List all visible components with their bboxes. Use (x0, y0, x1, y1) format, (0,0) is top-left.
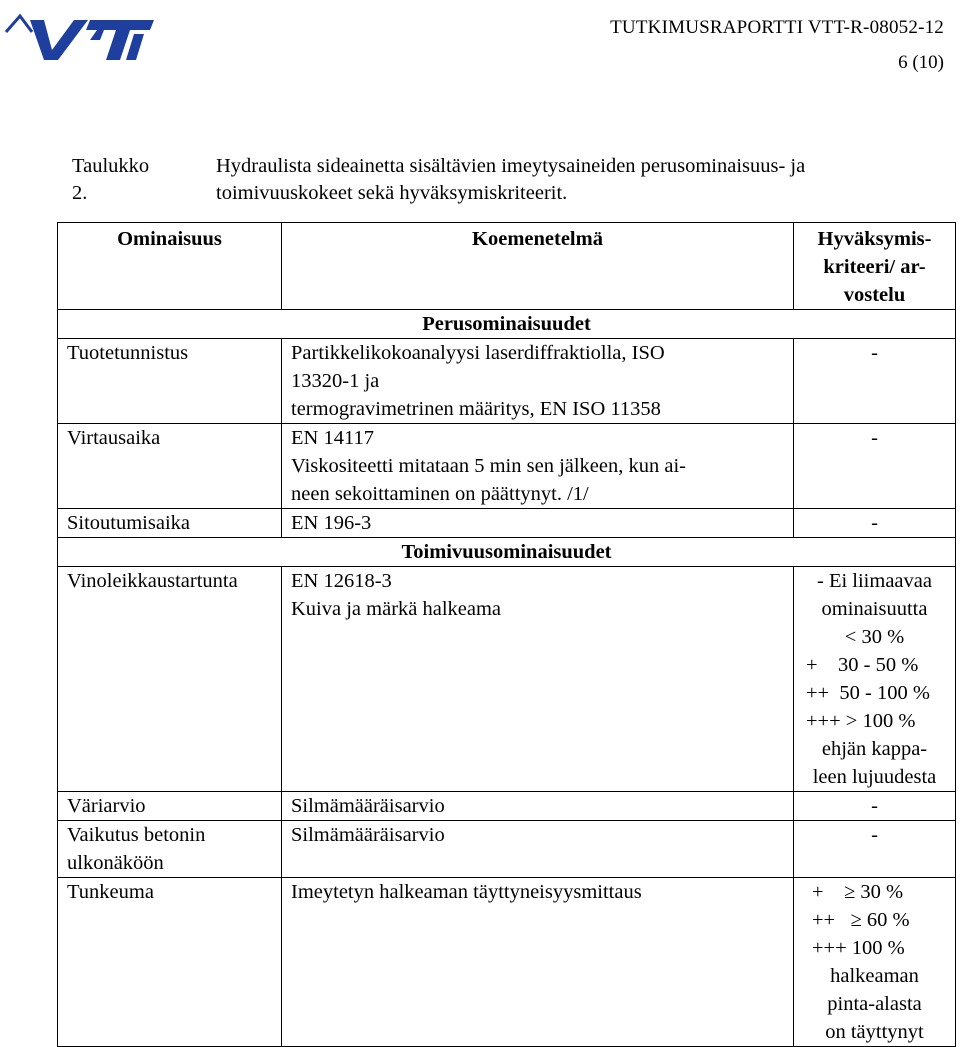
cell-criterion: - (794, 792, 956, 821)
cell-property: Vaikutus betonin ulkonäköön (58, 821, 282, 878)
header-property: Ominaisuus (58, 223, 282, 310)
cell-criterion: - Ei liimaavaa ominaisuutta < 30 % + 30 - 50 % ++ 50 - 100 % +++ > 100 % ehjän kappa- leen lujuudesta (794, 567, 956, 792)
criteria-table (57, 222, 956, 1047)
cell-property: Tuotetunnistus (58, 339, 282, 424)
report-id: TUTKIMUSRAPORTTI VTT-R-08052-12 (610, 17, 944, 38)
cell-method: EN 12618-3 Kuiva ja märkä halkeama (282, 567, 794, 792)
cell-criterion: - (794, 339, 956, 424)
table-row (58, 339, 956, 424)
cell-criterion: + ≥ 30 % ++ ≥ 60 % +++ 100 % halkeaman pinta-alasta on täyttynyt (794, 878, 956, 1047)
page-number: 6 (10) (898, 52, 944, 73)
cell-property: Sitoutumisaika (58, 509, 282, 538)
section-basic: Perusominaisuudet (58, 310, 956, 339)
table-row (58, 821, 956, 878)
table-row (58, 509, 956, 538)
section-row (58, 310, 956, 339)
table-header-row (58, 223, 956, 310)
cell-method: Imeytetyn halkeaman täyttyneisyysmittaus (282, 878, 794, 1047)
caption-label: Taulukko 2. (72, 155, 150, 204)
header-method: Koemenetelmä (282, 223, 794, 310)
cell-property: Virtausaika (58, 424, 282, 509)
table-row (58, 792, 956, 821)
table-row (58, 424, 956, 509)
cell-property: Tunkeuma (58, 878, 282, 1047)
cell-criterion: - (794, 509, 956, 538)
header-criterion: Hyväksymis- kriteeri/ ar- vostelu (794, 223, 956, 310)
section-functional: Toimivuusominaisuudet (58, 538, 956, 567)
cell-method: EN 14117 Viskositeetti mitataan 5 min sen jälkeen, kun ai- neen sekoittaminen on päättynyt. /1/ (282, 424, 794, 509)
cell-property: Väriarvio (58, 792, 282, 821)
cell-method: Silmämääräisarvio (282, 821, 794, 878)
cell-method: Partikkelikokoanalyysi laserdiffraktiolla, ISO 13320-1 ja termogravimetrinen määritys, EN ISO 11358 (282, 339, 794, 424)
cell-method: Silmämääräisarvio (282, 792, 794, 821)
vtt-logo (4, 6, 154, 62)
cell-criterion: - (794, 821, 956, 878)
table-row (58, 878, 956, 1047)
cell-property: Vinoleikkaustartunta (58, 567, 282, 792)
table-row (58, 567, 956, 792)
cell-criterion: - (794, 424, 956, 509)
cell-method: EN 196-3 (282, 509, 794, 538)
caption-text: Hydraulista sideainetta sisältävien imeytysaineiden perusominaisuus- ja toimivuuskokeet sekä hyväksymiskriteerit. (216, 155, 806, 204)
section-row (58, 538, 956, 567)
